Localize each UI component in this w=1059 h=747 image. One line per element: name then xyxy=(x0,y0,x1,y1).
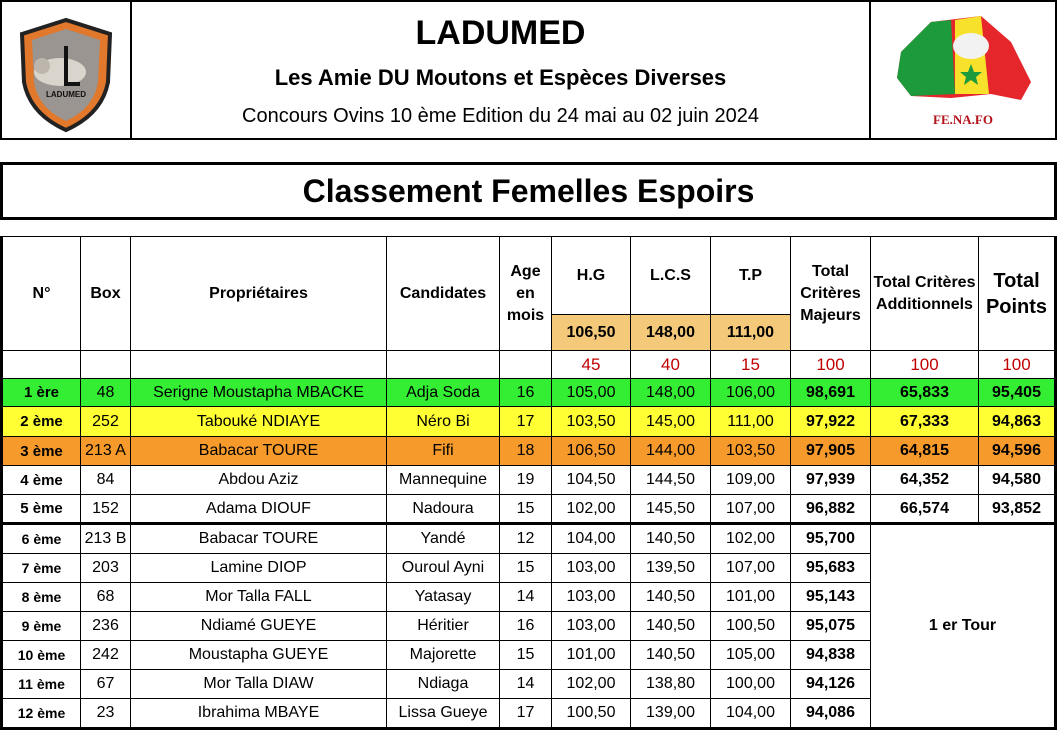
first-round-label: 1 er Tour xyxy=(871,524,1056,729)
major-cell: 94,126 xyxy=(791,670,871,699)
additional-cell: 64,815 xyxy=(871,437,979,466)
header-text xyxy=(132,2,869,138)
lcs-cell: 140,50 xyxy=(631,524,711,554)
owner-cell: Moustapha GUEYE xyxy=(131,641,387,670)
major-cell: 97,905 xyxy=(791,437,871,466)
additional-cell: 67,333 xyxy=(871,407,979,437)
rank-cell: 3 ème xyxy=(2,437,81,466)
box-cell: 203 xyxy=(81,554,131,583)
weight-hg: 45 xyxy=(552,351,631,379)
reference-lcs: 148,00 xyxy=(631,315,711,351)
lcs-cell: 148,00 xyxy=(631,379,711,407)
col-owner-header: Propriétaires xyxy=(131,237,387,351)
lcs-cell: 145,00 xyxy=(631,407,711,437)
rank-cell: 8 ème xyxy=(2,583,81,612)
owner-cell: Lamine DIOP xyxy=(131,554,387,583)
candidate-cell: Adja Soda xyxy=(387,379,500,407)
ladumed-logo-cell xyxy=(2,2,132,138)
hg-cell: 102,00 xyxy=(552,670,631,699)
major-cell: 95,683 xyxy=(791,554,871,583)
major-cell: 94,086 xyxy=(791,699,871,729)
major-cell: 95,075 xyxy=(791,612,871,641)
candidate-cell: Lissa Gueye xyxy=(387,699,500,729)
page-title: Classement Femelles Espoirs xyxy=(0,162,1057,220)
hg-cell: 103,00 xyxy=(552,612,631,641)
box-cell: 213 A xyxy=(81,437,131,466)
major-cell: 97,922 xyxy=(791,407,871,437)
hg-cell: 101,00 xyxy=(552,641,631,670)
box-cell: 84 xyxy=(81,466,131,495)
hg-cell: 104,50 xyxy=(552,466,631,495)
age-cell: 14 xyxy=(500,670,552,699)
box-cell: 236 xyxy=(81,612,131,641)
total-cell: 94,863 xyxy=(979,407,1056,437)
age-cell: 14 xyxy=(500,583,552,612)
hg-cell: 105,00 xyxy=(552,379,631,407)
owner-cell: Tabouké NDIAYE xyxy=(131,407,387,437)
owner-cell: Abdou Aziz xyxy=(131,466,387,495)
rank-cell: 9 ème xyxy=(2,612,81,641)
tp-cell: 105,00 xyxy=(711,641,791,670)
owner-cell: Ndiamé GUEYE xyxy=(131,612,387,641)
box-cell: 252 xyxy=(81,407,131,437)
total-cell: 95,405 xyxy=(979,379,1056,407)
weight-major: 100 xyxy=(791,351,871,379)
header-row xyxy=(2,237,1056,315)
candidate-cell: Yandé xyxy=(387,524,500,554)
tp-cell: 101,00 xyxy=(711,583,791,612)
col-age-header: Age en mois xyxy=(500,237,552,351)
col-rank-header: N° xyxy=(2,237,81,351)
tp-cell: 109,00 xyxy=(711,466,791,495)
lcs-cell: 144,50 xyxy=(631,466,711,495)
tp-cell: 100,00 xyxy=(711,670,791,699)
weight-additional: 100 xyxy=(871,351,979,379)
col-box-header: Box xyxy=(81,237,131,351)
age-cell: 12 xyxy=(500,524,552,554)
rank-cell: 11 ème xyxy=(2,670,81,699)
weight-total: 100 xyxy=(979,351,1056,379)
col-lcs-header: L.C.S xyxy=(631,237,711,315)
tp-cell: 107,00 xyxy=(711,554,791,583)
lcs-cell: 139,00 xyxy=(631,699,711,729)
box-cell: 213 B xyxy=(81,524,131,554)
additional-cell: 66,574 xyxy=(871,495,979,524)
rank-cell: 2 ème xyxy=(2,407,81,437)
tp-cell: 107,00 xyxy=(711,495,791,524)
tp-cell: 100,50 xyxy=(711,612,791,641)
lcs-cell: 140,50 xyxy=(631,583,711,612)
table-row-rank-3 xyxy=(2,437,1056,466)
box-cell: 68 xyxy=(81,583,131,612)
box-cell: 242 xyxy=(81,641,131,670)
tp-cell: 103,50 xyxy=(711,437,791,466)
lcs-cell: 144,00 xyxy=(631,437,711,466)
box-cell: 152 xyxy=(81,495,131,524)
hg-cell: 103,00 xyxy=(552,583,631,612)
table-row-rank-4 xyxy=(2,466,1056,495)
owner-cell: Mor Talla DIAW xyxy=(131,670,387,699)
table-row-rank-1 xyxy=(2,379,1056,407)
hg-cell: 103,00 xyxy=(552,554,631,583)
owner-cell: Mor Talla FALL xyxy=(131,583,387,612)
lcs-cell: 145,50 xyxy=(631,495,711,524)
weight-tp: 15 xyxy=(711,351,791,379)
candidate-cell: Ouroul Ayni xyxy=(387,554,500,583)
candidate-cell: Nadoura xyxy=(387,495,500,524)
ladumed-shield-logo-icon xyxy=(2,2,130,138)
age-cell: 16 xyxy=(500,612,552,641)
age-cell: 17 xyxy=(500,407,552,437)
hg-cell: 102,00 xyxy=(552,495,631,524)
reference-hg: 106,50 xyxy=(552,315,631,351)
major-cell: 95,143 xyxy=(791,583,871,612)
weights-row xyxy=(2,351,1056,379)
col-candidate-header: Candidates xyxy=(387,237,500,351)
svg-text:FE.NA.FO: FE.NA.FO xyxy=(933,112,993,127)
rank-cell: 10 ème xyxy=(2,641,81,670)
col-major-header: Total Critères Majeurs xyxy=(791,237,871,351)
col-total-header: Total Points xyxy=(979,237,1056,351)
candidate-cell: Yatasay xyxy=(387,583,500,612)
rank-cell: 1 ère xyxy=(2,379,81,407)
candidate-cell: Fifi xyxy=(387,437,500,466)
lcs-cell: 138,80 xyxy=(631,670,711,699)
fenafo-senegal-map-logo-icon xyxy=(871,2,1055,138)
table-row-rank-5 xyxy=(2,495,1056,524)
box-cell: 23 xyxy=(81,699,131,729)
candidate-cell: Mannequine xyxy=(387,466,500,495)
owner-cell: Serigne Moustapha MBACKE xyxy=(131,379,387,407)
ranking-table xyxy=(0,236,1057,730)
age-cell: 19 xyxy=(500,466,552,495)
age-cell: 15 xyxy=(500,641,552,670)
org-title: LADUMED xyxy=(415,14,586,52)
owner-cell: Adama DIOUF xyxy=(131,495,387,524)
tp-cell: 106,00 xyxy=(711,379,791,407)
age-cell: 18 xyxy=(500,437,552,466)
col-tp-header: T.P xyxy=(711,237,791,315)
lcs-cell: 140,50 xyxy=(631,612,711,641)
header-banner xyxy=(0,0,1057,140)
hg-cell: 104,00 xyxy=(552,524,631,554)
reference-tp: 111,00 xyxy=(711,315,791,351)
col-hg-header: H.G xyxy=(552,237,631,315)
total-cell: 93,852 xyxy=(979,495,1056,524)
additional-cell: 64,352 xyxy=(871,466,979,495)
box-cell: 67 xyxy=(81,670,131,699)
additional-cell: 65,833 xyxy=(871,379,979,407)
org-subtitle: Les Amie DU Moutons et Espèces Diverses xyxy=(274,65,727,90)
major-cell: 97,939 xyxy=(791,466,871,495)
lcs-cell: 140,50 xyxy=(631,641,711,670)
rank-cell: 12 ème xyxy=(2,699,81,729)
tp-cell: 102,00 xyxy=(711,524,791,554)
age-cell: 16 xyxy=(500,379,552,407)
table-row-rank-2 xyxy=(2,407,1056,437)
hg-cell: 106,50 xyxy=(552,437,631,466)
owner-cell: Ibrahima MBAYE xyxy=(131,699,387,729)
age-cell: 15 xyxy=(500,495,552,524)
major-cell: 98,691 xyxy=(791,379,871,407)
rank-cell: 7 ème xyxy=(2,554,81,583)
rank-cell: 5 ème xyxy=(2,495,81,524)
svg-text:LADUMED: LADUMED xyxy=(46,90,86,99)
fenafo-logo-cell xyxy=(869,2,1055,138)
box-cell: 48 xyxy=(81,379,131,407)
weight-lcs: 40 xyxy=(631,351,711,379)
candidate-cell: Néro Bi xyxy=(387,407,500,437)
age-cell: 15 xyxy=(500,554,552,583)
col-additional-header: Total Critères Additionnels xyxy=(871,237,979,351)
major-cell: 96,882 xyxy=(791,495,871,524)
edition-line: Concours Ovins 10 ème Edition du 24 mai au 02 juin 2024 xyxy=(242,105,759,127)
major-cell: 94,838 xyxy=(791,641,871,670)
major-cell: 95,700 xyxy=(791,524,871,554)
hg-cell: 103,50 xyxy=(552,407,631,437)
total-cell: 94,596 xyxy=(979,437,1056,466)
owner-cell: Babacar TOURE xyxy=(131,524,387,554)
lcs-cell: 139,50 xyxy=(631,554,711,583)
owner-cell: Babacar TOURE xyxy=(131,437,387,466)
total-cell: 94,580 xyxy=(979,466,1056,495)
tp-cell: 111,00 xyxy=(711,407,791,437)
candidate-cell: Majorette xyxy=(387,641,500,670)
table-row-rank-6 xyxy=(2,524,1056,554)
age-cell: 17 xyxy=(500,699,552,729)
candidate-cell: Héritier xyxy=(387,612,500,641)
candidate-cell: Ndiaga xyxy=(387,670,500,699)
tp-cell: 104,00 xyxy=(711,699,791,729)
rank-cell: 4 ème xyxy=(2,466,81,495)
hg-cell: 100,50 xyxy=(552,699,631,729)
rank-cell: 6 ème xyxy=(2,524,81,554)
